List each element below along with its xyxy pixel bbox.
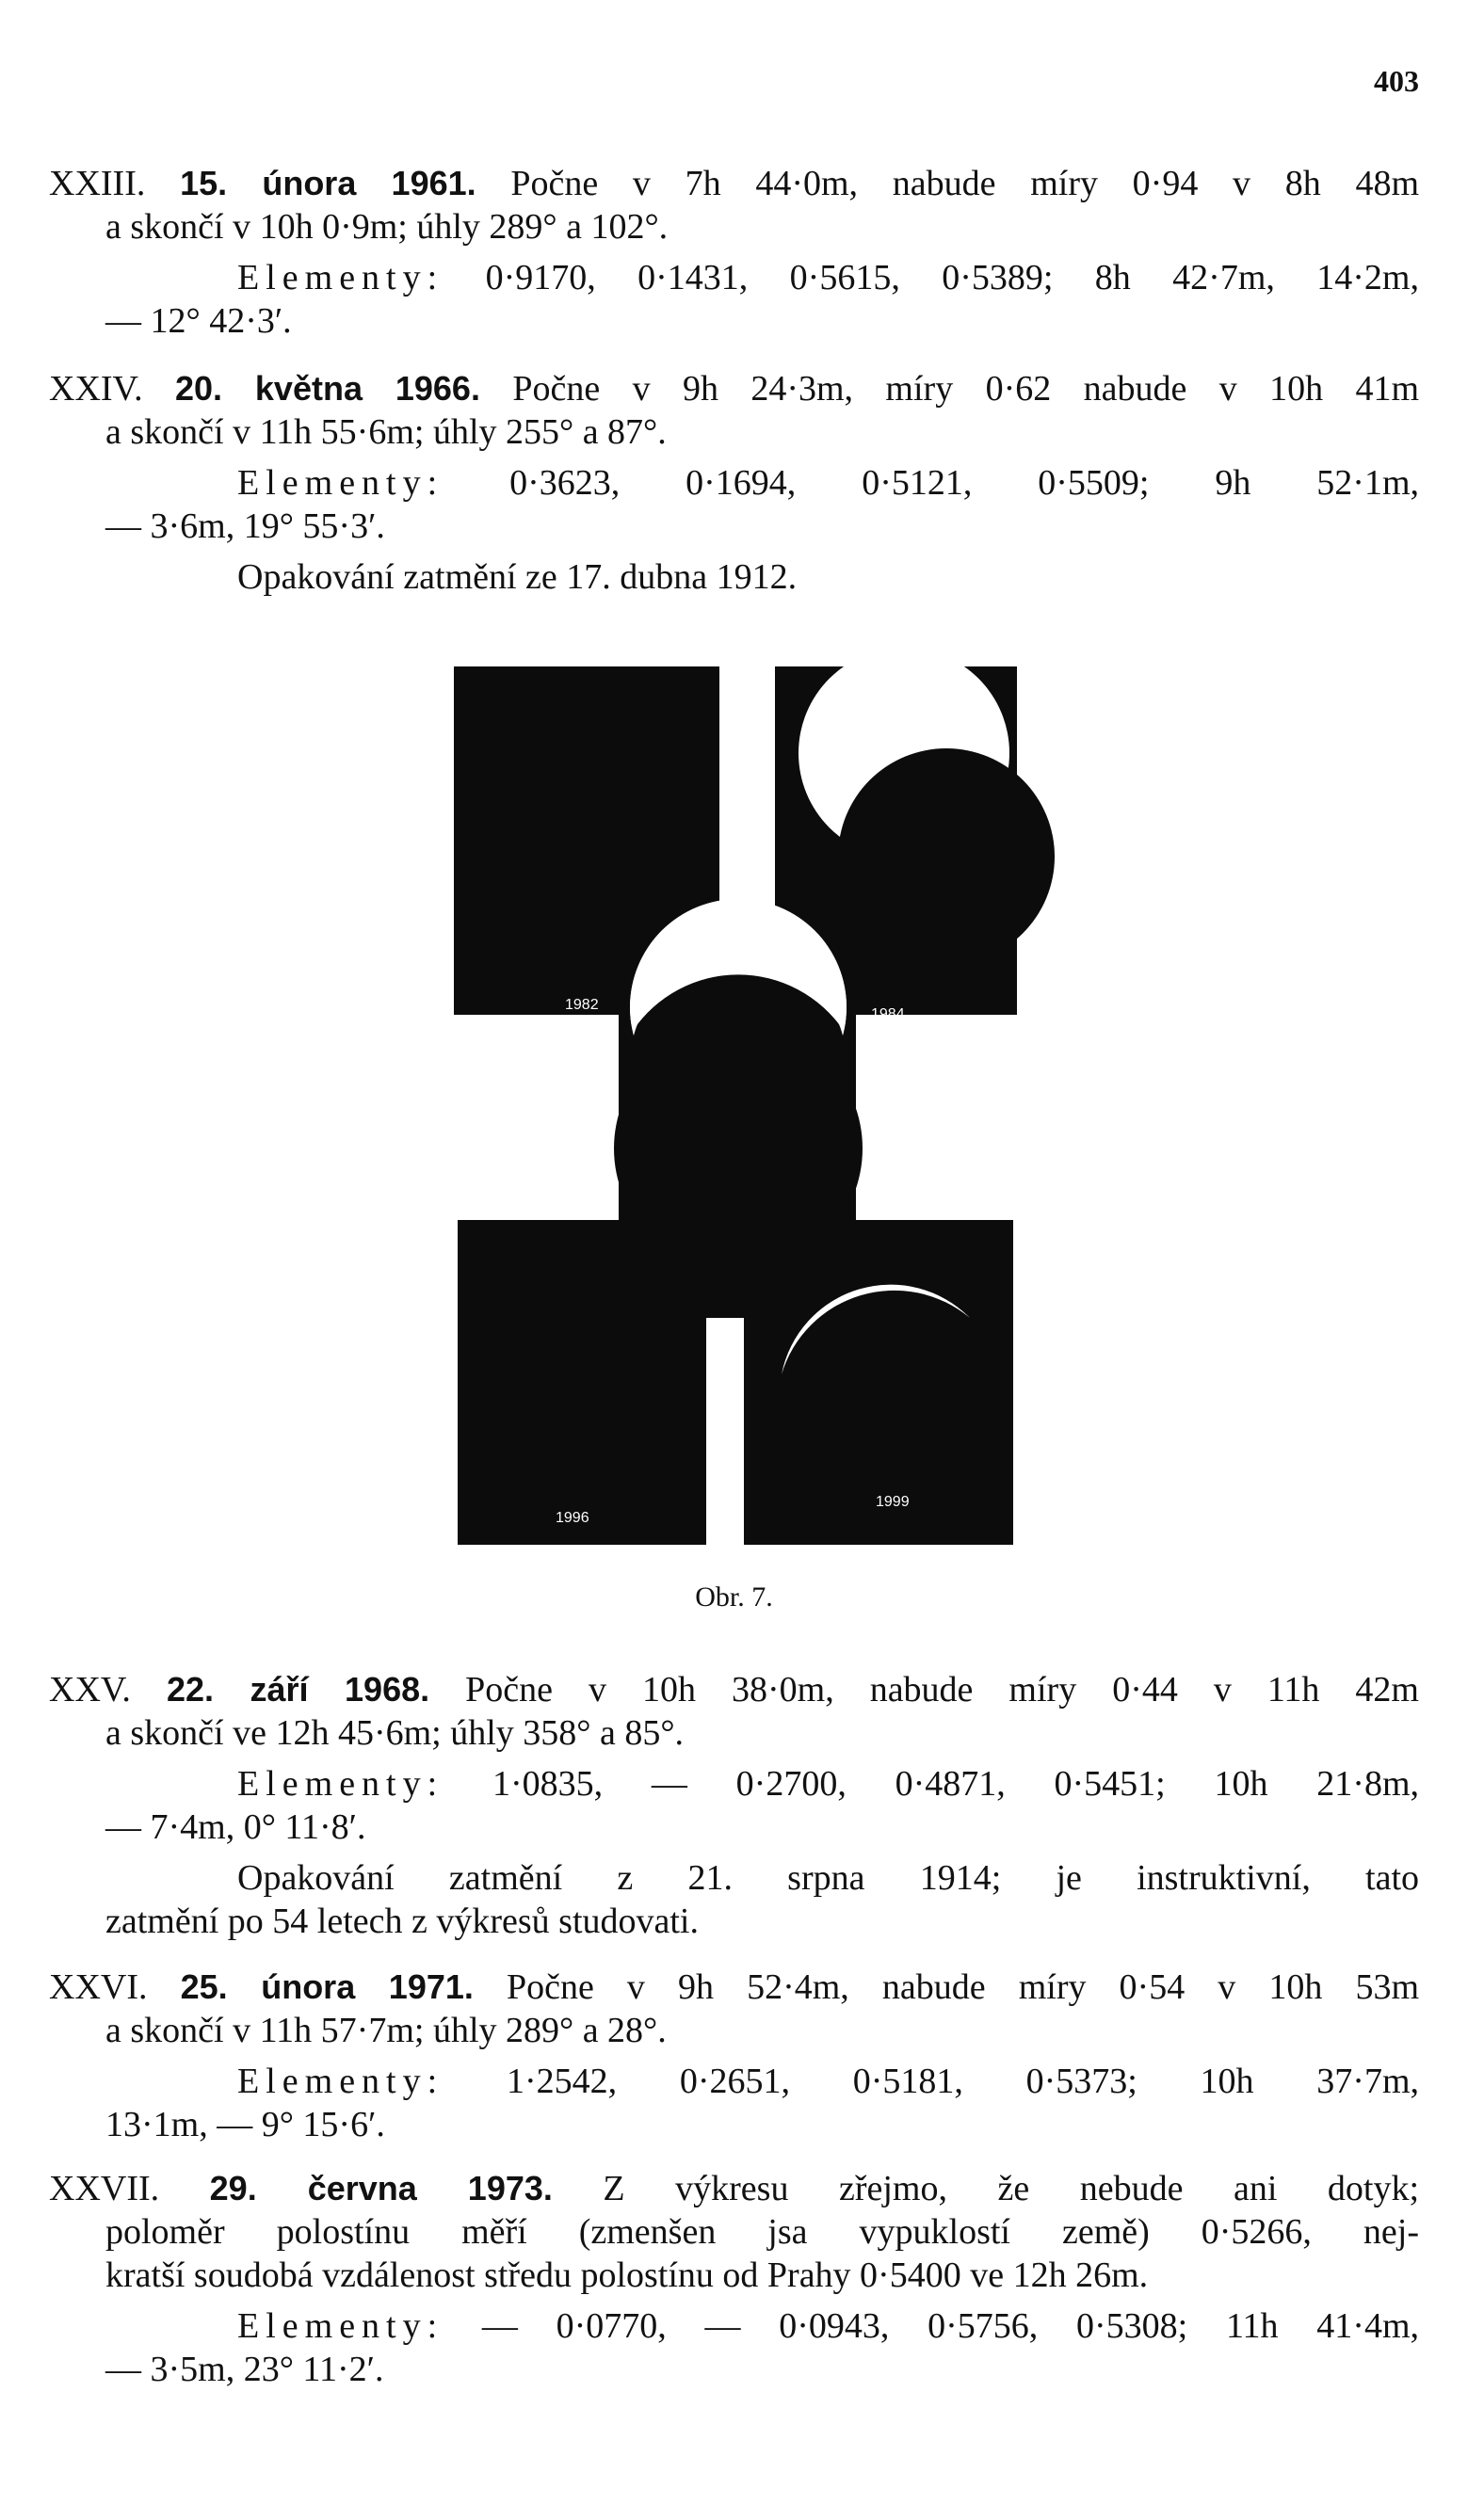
elements-label: Elementy: xyxy=(237,2306,444,2346)
entry-date: 22. září 1968. xyxy=(166,1670,430,1709)
elements-line xyxy=(49,2304,1419,2348)
elements-continuation: — 12° 42·3′. xyxy=(105,301,292,341)
entry-line: a skončí ve 12h 45·6m; úhly 358° a 85°. xyxy=(105,1713,685,1753)
entry-number: XXIII. xyxy=(49,164,146,203)
elements-label: Elementy: xyxy=(237,2062,444,2101)
entry-date: 15. února 1961. xyxy=(180,164,476,202)
repeat-note-continuation: zatmění po 54 letech z výkresů studovati. xyxy=(105,1902,699,1941)
panel-label: 1982 xyxy=(565,997,599,1013)
entry-text: Počne v 9h 24·3m, míry 0·62 nabude v 10h 41m xyxy=(512,369,1420,409)
entry-xxvii xyxy=(49,2167,1419,2391)
elements-label: Elementy: xyxy=(237,258,444,297)
entry-date: 29. června 1973. xyxy=(209,2169,553,2207)
elements-line xyxy=(49,2060,1419,2103)
repeat-note: Opakování zatmění ze 17. dubna 1912. xyxy=(237,557,798,597)
entry-line: a skončí v 11h 57·7m; úhly 289° a 28°. xyxy=(105,2011,667,2050)
elements-values: 0·3623, 0·1694, 0·5121, 0·5509; 9h 52·1m, xyxy=(509,463,1419,503)
entry-xxv xyxy=(49,1668,1419,1943)
entry-line: poloměr polostínu měří (zmenšen jsa vypuklostí země) 0·5266, nej- xyxy=(105,2212,1419,2252)
entry-number: XXV. xyxy=(49,1670,131,1709)
elements-continuation: 13·1m, — 9° 15·6′. xyxy=(105,2105,385,2144)
panel-label: 1984 xyxy=(871,1006,905,1022)
entry-text: Počne v 9h 52·4m, nabude míry 0·54 v 10h 53m xyxy=(506,1967,1420,2007)
entry-xxiii xyxy=(49,162,1419,343)
elements-label: Elementy: xyxy=(237,1764,444,1804)
panel-label: 1996 xyxy=(556,1510,589,1526)
entry-date: 25. února 1971. xyxy=(180,1967,474,2006)
entry-text: Počne v 7h 44·0m, nabude míry 0·94 v 8h 48m xyxy=(510,164,1420,203)
panel-label: 1999 xyxy=(876,1494,910,1510)
eclipse-panel-1999 xyxy=(744,1220,1013,1545)
entry-xxvi xyxy=(49,1966,1419,2146)
eclipse-figure xyxy=(0,659,1468,1610)
entry-number: XXVI. xyxy=(49,1967,148,2007)
elements-values: 1·0835, — 0·2700, 0·4871, 0·5451; 10h 21·8m, xyxy=(492,1764,1420,1804)
entry-text: Z výkresu zřejmo, že nebude ani dotyk; xyxy=(603,2169,1420,2208)
entry-line: kratší soudobá vzdálenost středu polostínu od Prahy 0·5400 ve 12h 26m. xyxy=(105,2255,1149,2295)
elements-label: Elementy: xyxy=(237,463,444,503)
entry-number: XXVII. xyxy=(49,2169,160,2208)
elements-continuation: — 3·5m, 23° 11·2′. xyxy=(105,2350,384,2389)
entry-heading xyxy=(49,1668,1419,1711)
elements-line xyxy=(49,461,1419,505)
entry-heading xyxy=(49,367,1419,410)
eclipse-panel-1996 xyxy=(458,1220,706,1545)
elements-line xyxy=(49,256,1419,299)
entry-xxiv xyxy=(49,367,1419,599)
figure-caption: Obr. 7. xyxy=(695,1581,773,1613)
elements-continuation: — 7·4m, 0° 11·8′. xyxy=(105,1807,366,1847)
elements-values: — 0·0770, — 0·0943, 0·5756, 0·5308; 11h 41·4m, xyxy=(481,2306,1419,2346)
elements-continuation: — 3·6m, 19° 55·3′. xyxy=(105,506,385,546)
entry-number: XXIV. xyxy=(49,369,143,409)
entry-text: Počne v 10h 38·0m, nabude míry 0·44 v 11h 42m xyxy=(465,1670,1419,1709)
elements-values: 1·2542, 0·2651, 0·5181, 0·5373; 10h 37·7m, xyxy=(506,2062,1420,2101)
page-number: 403 xyxy=(1374,64,1419,98)
entry-line: a skončí v 10h 0·9m; úhly 289° a 102°. xyxy=(105,207,669,247)
repeat-note: Opakování zatmění z 21. srpna 1914; je instruktivní, tato xyxy=(237,1858,1419,1898)
entry-date: 20. května 1966. xyxy=(174,369,480,408)
entry-line: a skončí v 11h 55·6m; úhly 255° a 87°. xyxy=(105,412,667,452)
entry-heading xyxy=(49,2167,1419,2210)
entry-heading xyxy=(49,1966,1419,2009)
entry-heading xyxy=(49,162,1419,205)
elements-line xyxy=(49,1762,1419,1806)
elements-values: 0·9170, 0·1431, 0·5615, 0·5389; 8h 42·7m, 14·2m, xyxy=(485,258,1419,297)
